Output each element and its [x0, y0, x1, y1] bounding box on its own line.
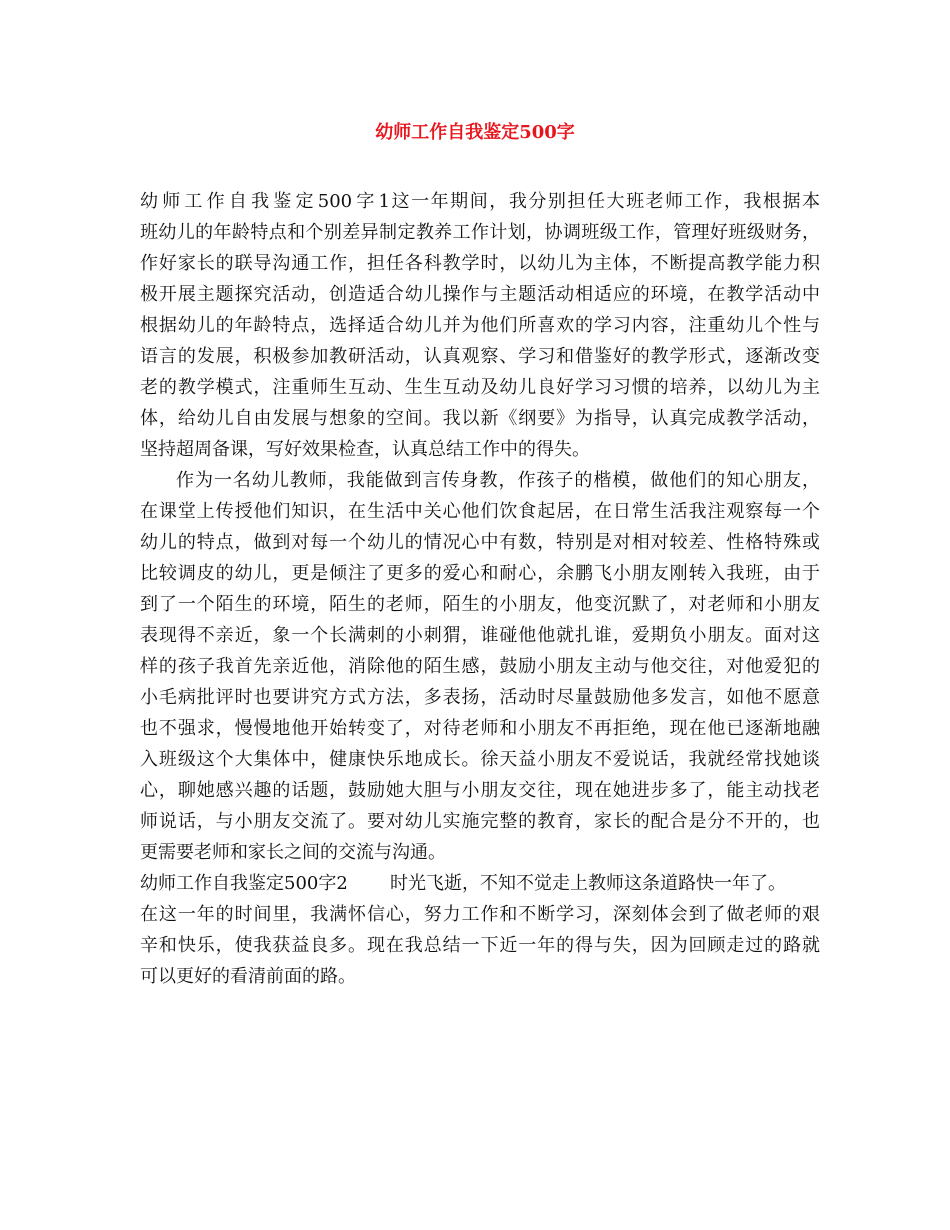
section1-heading: 幼师工作自我鉴定500字1	[140, 191, 390, 212]
paragraph2-line: 比较调皮的幼儿，更是倾注了更多的爱心和耐心，余鹏飞小朋友刚转入我班，由于	[140, 563, 820, 584]
section1-line: 语言的发展，积极参加教研活动，认真观察、学习和借鉴好的教学形式，逐渐改变	[140, 346, 820, 367]
section1-line: 班幼儿的年龄特点和个别差异制定教养工作计划，协调班级工作，管理好班级财务，	[140, 222, 820, 243]
paragraph2-line: 小毛病批评时也要讲究方式方法，多表扬，活动时尽量鼓励他多发言，如他不愿意	[140, 687, 820, 708]
paragraph2-line: 到了一个陌生的环境，陌生的老师，陌生的小朋友，他变沉默了，对老师和小朋友	[140, 594, 820, 615]
paragraph2-line: 入班级这个大集体中，健康快乐地成长。徐天益小朋友不爱说话，我就经常找她谈	[140, 749, 820, 770]
paragraph2-line: 师说话，与小朋友交流了。要对幼儿实施完整的教育，家长的配合是分不开的，也	[140, 811, 820, 832]
section1-line: 坚持超周备课，写好效果检查，认真总结工作中的得失。	[140, 439, 590, 460]
section2-first-line	[140, 868, 820, 899]
paragraph2-line: 幼儿的特点，做到对每一个幼儿的情况心中有数，特别是对相对较差、性格特殊或	[140, 532, 820, 553]
paragraph2-line: 在课堂上传授他们知识，在生活中关心他们饮食起居，在日常生活我注观察每一个	[140, 501, 820, 522]
section2-line: 在这一年的时间里，我满怀信心，努力工作和不断学习，深刻体会到了做老师的艰	[140, 904, 820, 925]
section2-line: 辛和快乐，使我获益良多。现在我总结一下近一年的得与失，因为回顾走过的路就	[140, 935, 820, 956]
section1-line: 老的教学模式，注重师生互动、生生互动及幼儿良好学习习惯的培养，以幼儿为主	[140, 377, 820, 398]
paragraph2-line: 样的孩子我首先亲近他，消除他的陌生感，鼓励小朋友主动与他交往，对他爱犯的	[140, 656, 820, 677]
section1-line: 作好家长的联导沟通工作，担任各科教学时，以幼儿为主体，不断提高教学能力积	[140, 253, 820, 274]
paragraph2-line: 心，聊她感兴趣的话题，鼓励她大胆与小朋友交往，现在她进步多了，能主动找老	[140, 780, 820, 801]
paragraph2-line: 作为一名幼儿教师，我能做到言传身教，作孩子的楷模，做他们的知心朋友，	[176, 470, 820, 491]
section2-line: 可以更好的看清前面的路。	[140, 966, 356, 987]
section2-line: 时光飞逝，不知不觉走上教师这条道路快一年了。	[390, 873, 786, 894]
section1-first-line	[140, 186, 820, 217]
document-body	[140, 186, 820, 992]
section1-line: 体，给幼儿自由发展与想象的空间。我以新《纲要》为指导，认真完成教学活动，	[140, 408, 820, 429]
section2-heading: 幼师工作自我鉴定500字2	[140, 873, 348, 894]
section1-line: 根据幼儿的年龄特点，选择适合幼儿并为他们所喜欢的学习内容，注重幼儿个性与	[140, 315, 820, 336]
paragraph2-line: 表现得不亲近，象一个长满刺的小刺猬，谁碰他他就扎谁，爱期负小朋友。面对这	[140, 625, 820, 646]
section1-line: 极开展主题探究活动，创造适合幼儿操作与主题活动相适应的环境，在教学活动中	[140, 284, 820, 305]
document-title: 幼师工作自我鉴定500字	[375, 122, 575, 143]
paragraph2-line: 也不强求，慢慢地他开始转变了，对待老师和小朋友不再拒绝，现在他已逐渐地融	[140, 718, 820, 739]
paragraph2-line: 更需要老师和家长之间的交流与沟通。	[140, 842, 446, 863]
section1-line: 这一年期间，我分别担任大班老师工作，我根据本	[390, 191, 820, 212]
